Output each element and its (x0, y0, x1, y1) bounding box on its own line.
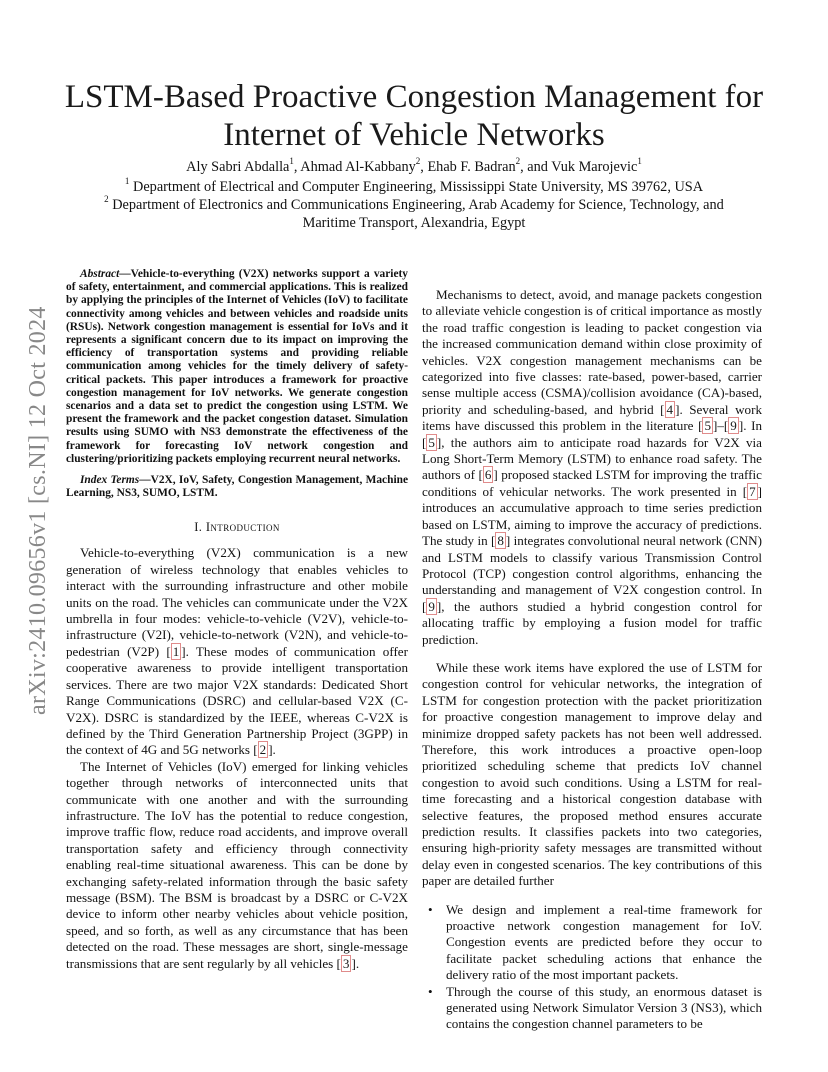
affiliation-number: 2 (104, 194, 109, 205)
affiliation-mark: 1 (637, 156, 642, 167)
citation-link[interactable]: 5 (704, 418, 712, 434)
text-run: ]. (351, 955, 360, 971)
abstract-text: —Vehicle-to-everything (V2X) networks support a variety of safety, entertainment, and commercial applications. This is realized by applying the principles of the Internet of Vehicles (IoV) to facilitate connectivity among vehicles and between vehicles and roadside units (RSUs). Network congestion management is essential for IoVs and it represents a significant concern due to its impact on improving the efficiency of transportation systems and providing reliable communication among vehicles for the timely delivery of safety-critical packets. This paper introduces a framework for proactive congestion management for IoV networks. We generate congestion scenarios and a data set to predict the congestion using LSTM. We present the framework and the packet congestion dataset. Simulation results using SUMO with NS3 demonstrate the effectiveness of the framework for forecasting IoV network congestion and clustering/prioritizing packets employing recurrent neural networks. (66, 268, 408, 465)
list-item: • We design and implement a real-time framework for proactive network congestion management for IoV. Congestion events are predicted before they occur to facilitate packet scheduling actions that enhance the delivery ratio of the most important packets. (428, 902, 762, 984)
paragraph (66, 759, 408, 972)
citation-link[interactable]: 7 (749, 483, 756, 499)
index-terms (66, 474, 408, 500)
affiliation-text: Department of Electronics and Communications Engineering, Arab Academy for Science, Technology, and (108, 197, 724, 213)
affiliation-mark: 1 (289, 156, 294, 167)
text-run: ]–[ (713, 418, 729, 434)
author-name: , Ehab F. Badran (420, 159, 516, 175)
paper-title (0, 78, 828, 154)
citation-link[interactable]: 8 (497, 533, 504, 549)
section-heading-introduction (66, 520, 408, 535)
affiliation-2 (0, 196, 828, 214)
citation-link[interactable]: 4 (666, 401, 674, 417)
text-run: Vehicle-to-everything (V2X) communication is a new generation of wireless technology that enables vehicles to interact with the surrounding infrastructure and other mobile units on the road. The vehicles can communicate under the V2X umbrella in four modes: vehicle-to-vehicle (V2V), vehicle-to-infrastructure (V2I), vehicle-to-network (V2N), and vehicle-to-pedestrian (V2P) [ (66, 545, 408, 659)
affiliation-mark: 2 (415, 156, 421, 167)
contribution-list (428, 902, 762, 1033)
affiliation-text: Department of Electrical and Computer Engineering, Mississippi State University, MS 39762, USA (129, 179, 704, 195)
intro-text (66, 545, 408, 972)
text-run: ], the authors studied a hybrid congestion control for allocating traffic by employing a fusion model for traffic prediction. (422, 598, 762, 647)
text-run: ]. These modes of communication offer cooperative awareness to provide intelligent transportation services. There are two major V2X standards: Dedicated Short Range Communications (DSRC) and cellular-based V2X (C-V2X). DSRC is standardized by the IEEE, whereas C-V2X is defined by the Third Generation Partnership Project (3GPP) in the context of 4G and 5G networks [ (66, 643, 408, 758)
right-column (422, 287, 762, 1033)
affiliation-mark: 2 (515, 156, 521, 167)
title-line-1: LSTM-Based Proactive Congestion Management for (64, 79, 764, 115)
list-item: • Through the course of this study, an enormous dataset is generated using Network Simulator Version 3 (NS3), which contains the congestion channel parameters to be (428, 984, 762, 1033)
citation-link[interactable]: 6 (484, 467, 492, 483)
author-name: Aly Sabri Abdalla (186, 159, 290, 175)
text-run: ]. (268, 742, 276, 758)
section-title: Introduction (205, 520, 280, 535)
text-run: ] integrates convolutional neural network (CNN) and LSTM models to classify various Transmission Control Protocol (TCP) congestion control algorithms, enhancing the understanding and management of V2X congestion control. In [ (422, 533, 762, 614)
paragraph: While these work items have explored the use of LSTM for congestion control for vehicular networks, the integration of LSTM for congestion protection with the packet prioritization for proactive congestion management to improve delay and minimize dropped safety packets has not been well addressed. Therefore, this work introduces a proactive open-loop prioritized scheduling scheme that predicts IoV channel congestion to avoid such conditions. Using a LSTM for real-time forecasting and a historical congestion database with selective features, the proposed method ensures accurate prediction results. It classifies packets into two categories, ensuring high-priority safety messages are transmitted without delay even in congested scenarios. The key contributions of this paper are detailed further (422, 659, 762, 889)
text-run: ]. In [ (422, 418, 762, 450)
text-run: The Internet of Vehicles (IoV) emerged for linking vehicles together through networks of interconnected units that communicate with one another and with the surrounding infrastructure. The IoV has the potential to reduce congestion, improve traffic flow, reduce road accidents, and improve overall transportation safety and efficiency through connectivity enabling real-time situational awareness. This can be done by exchanging safety-related information through the basic safety message (BSM). The BSM is broadcast by a DSRC or C-V2X device to inform other nearby vehicles about vehicle position, speed, and so forth, as well as any circumstance that has been detected on the road. These messages are short, single-message transmissions that are sent regularly by all vehicles [ (66, 758, 408, 971)
paragraph (422, 287, 762, 648)
text-run: ]. Several work items have discussed this problem in the literature [ (422, 401, 762, 434)
abstract-label: Abstract (80, 268, 120, 280)
affiliation-number: 1 (124, 176, 130, 187)
text-run: ] introduces an accumulative approach to time series prediction based on LSTM, aiming to improve the accuracy of predictions. The study in [ (422, 483, 762, 549)
citation-link[interactable]: 5 (428, 434, 435, 450)
text-run: ], the authors aim to anticipate road hazards for V2X via Long Short-Term Memory (LSTM) to enhance road safety. The authors of [ (422, 434, 762, 483)
citation-link[interactable]: 2 (259, 742, 267, 758)
affiliation-1 (0, 178, 828, 196)
citation-link[interactable]: 9 (428, 598, 435, 614)
index-terms-label: Index Terms (80, 474, 140, 487)
text-run: ] proposed stacked LSTM for improving the traffic conditions of vehicular networks. The work presented in [ (422, 467, 762, 499)
affiliation-2-line-2: Maritime Transport, Alexandria, Egypt (302, 215, 526, 231)
section-number: I. (194, 520, 206, 535)
author-list (0, 158, 828, 176)
author-name: , and Vuk Marojevic (520, 159, 638, 175)
text-run: Mechanisms to detect, avoid, and manage packets congestion to alleviate vehicle congestion is of critical importance as mostly the road traffic congestion is leading to packet congestion via the increased communication demand within close proximity of vehicles. V2X congestion management mechanisms can be categorized into five classes: rate-based, power-based, carrier sense multiple access (CSMA)/collision avoidance (CA)-based, priority and scheduling-based, and hybrid [ (422, 287, 762, 417)
left-column (66, 268, 408, 972)
author-name: , Ahmad Al-Kabbany (293, 159, 416, 175)
title-line-2: Internet of Vehicle Networks (223, 117, 605, 153)
index-terms-text: —V2X, IoV, Safety, Congestion Management, Machine Learning, NS3, SUMO, LSTM. (66, 474, 408, 500)
citation-link[interactable]: 9 (730, 418, 737, 434)
arxiv-stamp: arXiv:2410.09656v1 [cs.NI] 12 Oct 2024 (25, 306, 51, 715)
abstract (66, 268, 408, 466)
paragraph (66, 545, 408, 758)
citation-link[interactable]: 1 (172, 643, 180, 659)
citation-link[interactable]: 3 (342, 955, 350, 971)
